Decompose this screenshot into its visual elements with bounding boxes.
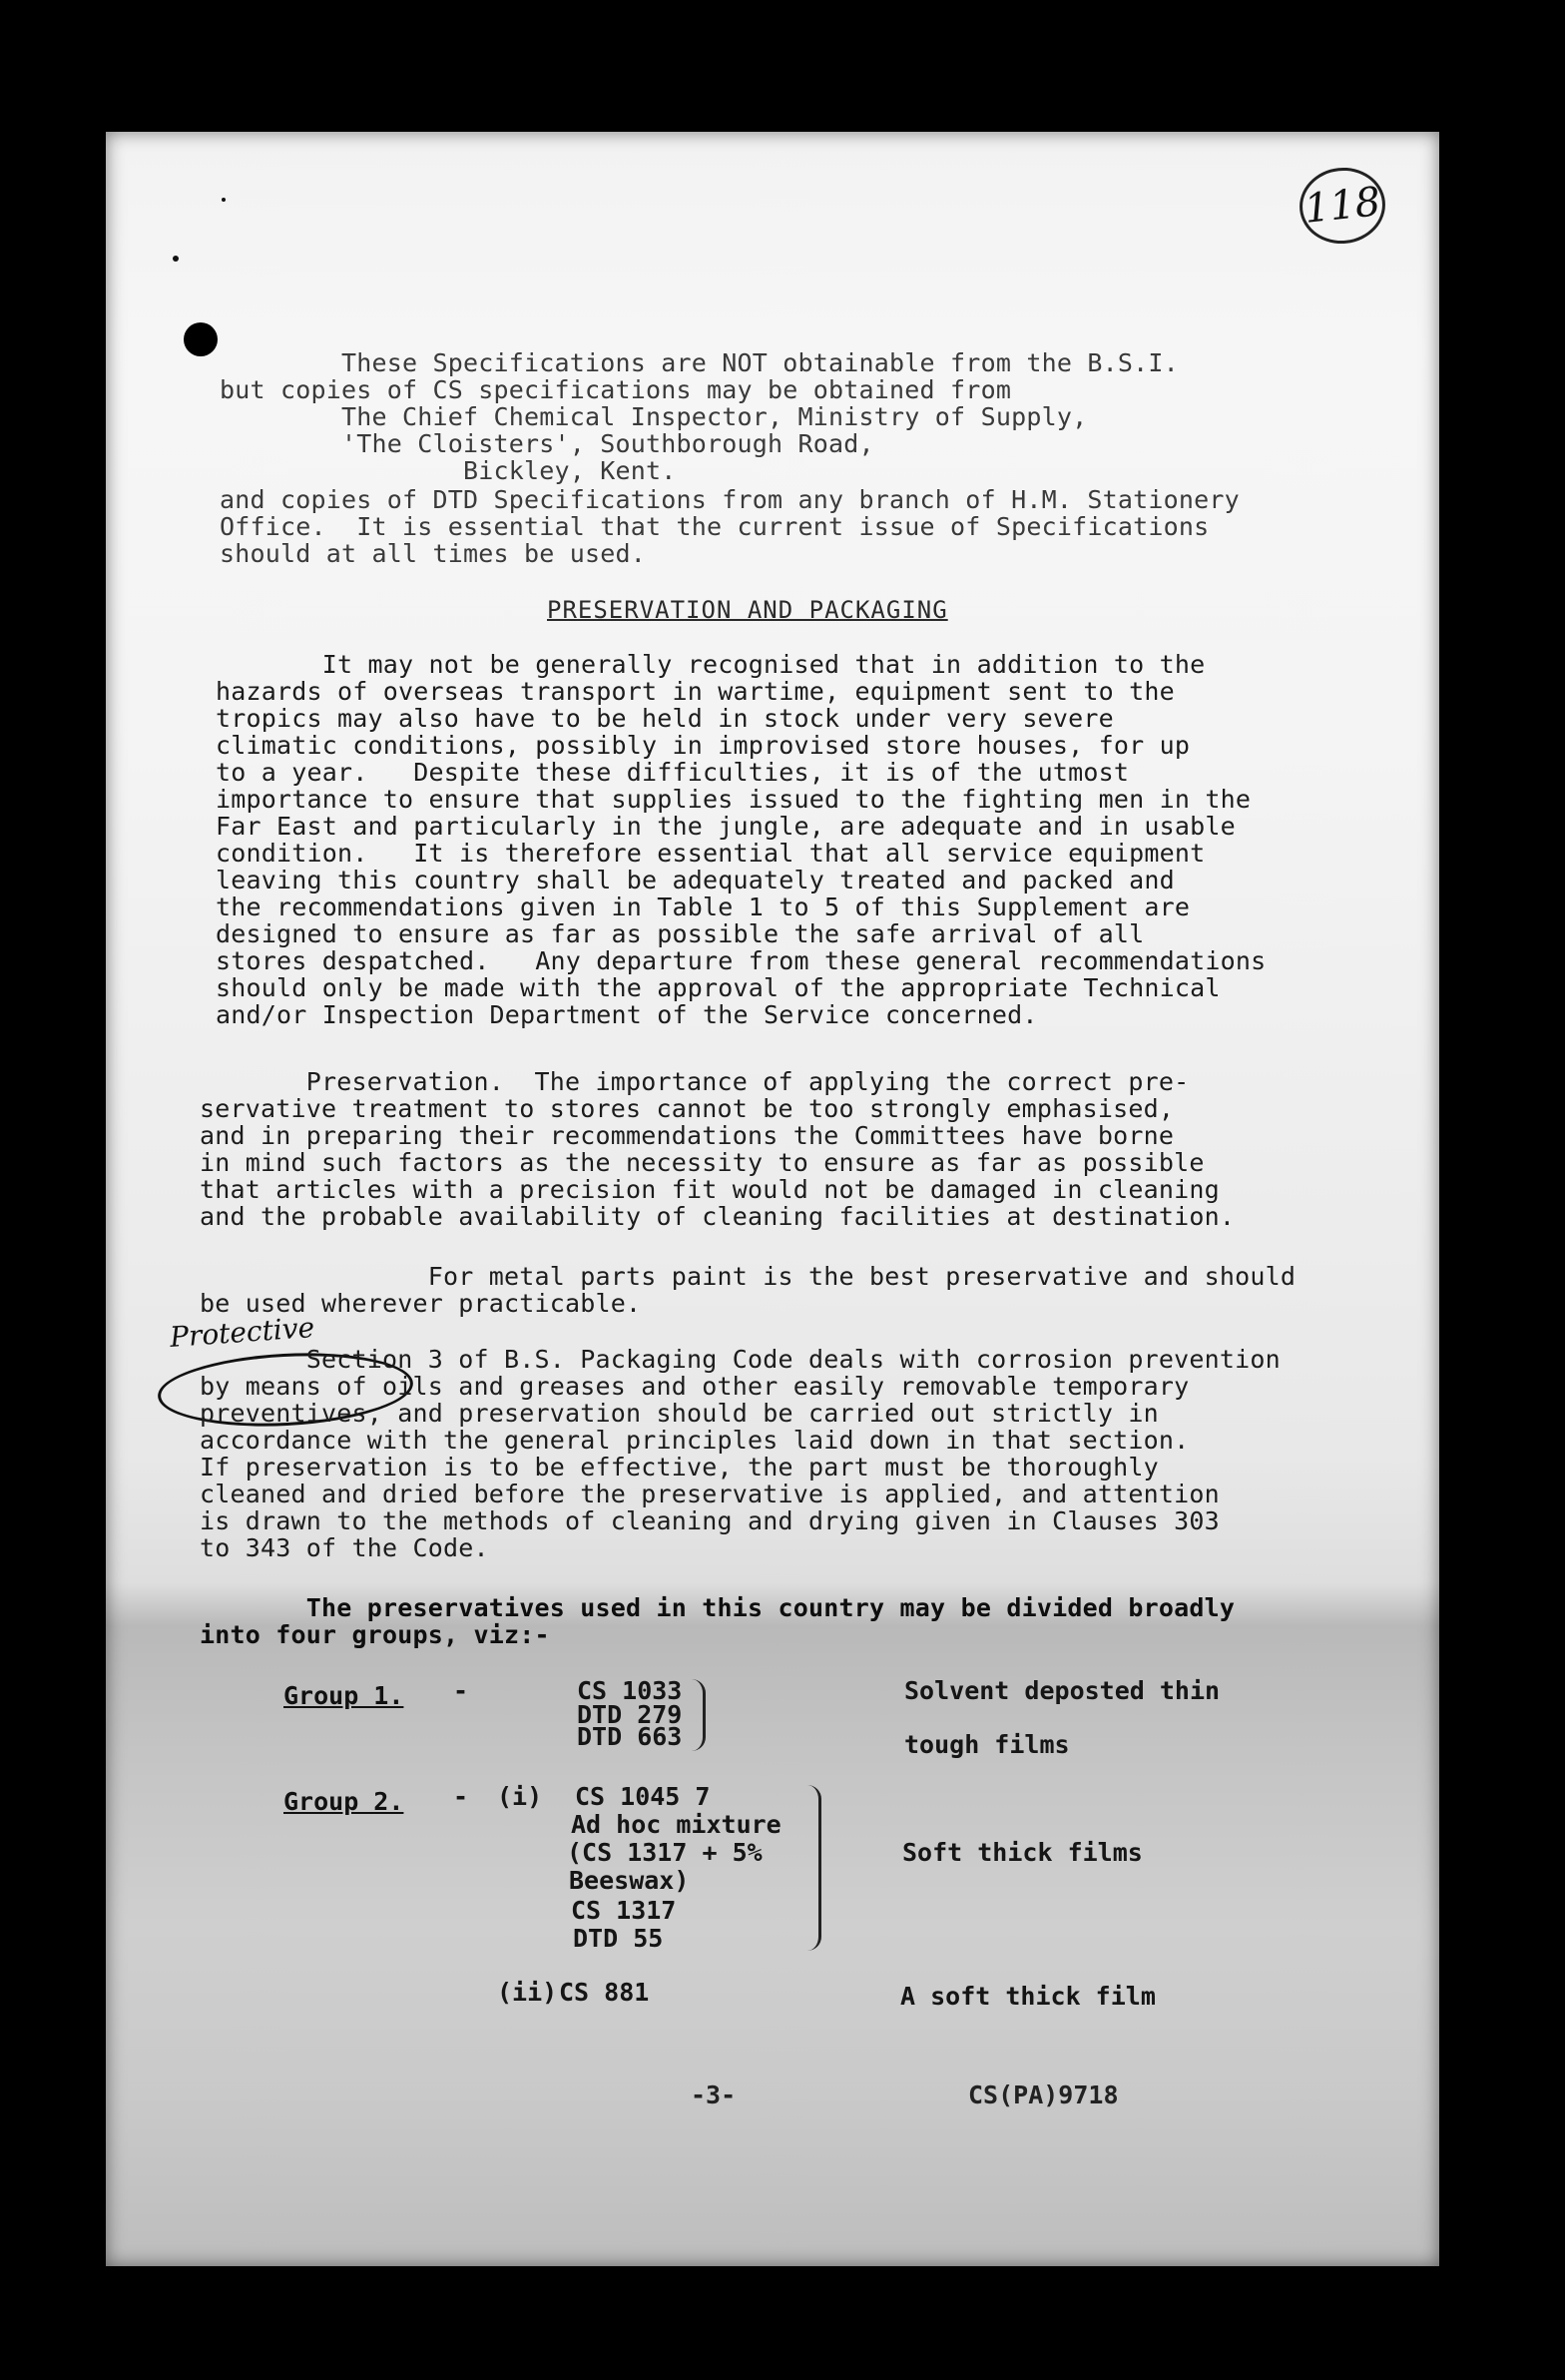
group-2-spec: DTD 55 [573,1924,664,1953]
paragraph-line: hazards of overseas transport in wartime, equipment sent to the [216,677,1175,706]
paragraph-line: For metal parts paint is the best preservative and should [200,1262,1297,1291]
paragraph-line: be used wherever practicable. [200,1289,642,1318]
paragraph-line: that articles with a precision fit would not be damaged in cleaning [200,1175,1220,1204]
paragraph-line: into four groups, viz:- [200,1620,550,1649]
paragraph-line: designed to ensure as far as possible the safe arrival of all [216,919,1145,948]
paragraph-line: importance to ensure that supplies issued to the fighting men in the [216,785,1252,814]
paragraph-line: Preservation. The importance of applying the correct pre- [200,1067,1190,1096]
paragraph-line: leaving this country shall be adequately treated and packed and [216,866,1175,894]
group-2-sub1-description: Soft thick films [902,1838,1143,1867]
handwritten-annotation: Protective [169,1310,316,1355]
paragraph-line: cleaned and dried before the preservative is applied, and attention [200,1480,1220,1508]
intro-line: These Specifications are NOT obtainable from the B.S.I. [220,348,1179,377]
paragraph-line: The preservatives used in this country may be divided broadly [200,1593,1236,1622]
group-2-brace [804,1785,821,1951]
paragraph-line: climatic conditions, possibly in improvised store houses, for up [216,731,1191,760]
group-1-brace [691,1679,706,1751]
paragraph-line: and/or Inspection Department of the Service concerned. [216,1000,1038,1029]
paragraph-line: should only be made with the approval of the appropriate Technical [216,973,1221,1002]
group-2-spec: Ad hoc mixture [571,1810,782,1839]
group-2-spec: CS 1317 [571,1896,677,1925]
paragraph-line: If preservation is to be effective, the part must be thoroughly [200,1453,1159,1482]
intro-line: 'The Cloisters', Southborough Road, [220,429,874,458]
group-1-dash: - [453,1676,469,1705]
paragraph-line: by means of oils and greases and other easily removable temporary [200,1372,1190,1401]
section-heading: PRESERVATION AND PACKAGING [547,596,948,624]
paragraph-line: in mind such factors as the necessity to ensure as far as possible [200,1148,1205,1177]
group-2-dash: - [453,1782,469,1811]
group-2-sub2-description: A soft thick film [900,1982,1156,2011]
paragraph-line: Far East and particularly in the jungle, are adequate and in usable [216,812,1236,841]
intro-line: but copies of CS specifications may be obtained from [220,375,1012,404]
group-1-description: tough films [904,1730,1070,1759]
paragraph-line: the recommendations given in Table 1 to 5 of this Supplement are [216,892,1191,921]
intro-line: Office. It is essential that the current issue of Specifications [220,512,1210,541]
paragraph-line: preventives, and preservation should be carried out strictly in [200,1399,1159,1428]
paragraph-line: stores despatched. Any departure from these general recommendations [216,946,1267,975]
group-1-spec: CS 1033 [577,1676,683,1705]
group-2-spec: (CS 1317 + 5% [567,1838,763,1867]
intro-line: The Chief Chemical Inspector, Ministry of Supply, [220,402,1088,431]
group-2-label: Group 2. [283,1787,404,1816]
group-2-spec: CS 1045 7 [575,1782,711,1811]
paragraph-line: tropics may also have to be held in stock under very severe [216,704,1114,733]
paragraph-line: is drawn to the methods of cleaning and drying given in Clauses 303 [200,1506,1220,1535]
group-2-sub2-marker: (ii) [497,1978,558,2007]
folio-number: 118 [1302,179,1383,233]
group-1-spec: DTD 279 [577,1700,683,1729]
group-2-spec: Beeswax) [569,1866,690,1895]
paragraph-line: and in preparing their recommendations the Committees have borne [200,1121,1175,1150]
group-2-sub2-spec: CS 881 [559,1978,650,2007]
paragraph-line: It may not be generally recognised that in addition to the [216,650,1206,679]
paragraph-line: accordance with the general principles laid down in that section. [200,1426,1190,1455]
paragraph-line: Section 3 of B.S. Packaging Code deals with corrosion prevention [200,1345,1281,1374]
group-2-sub1-marker: (i) [497,1782,543,1811]
ink-speck [173,256,179,262]
paragraph-line: and the probable availability of cleaning facilities at destination. [200,1202,1236,1231]
paragraph-line: to a year. Despite these difficulties, it is of the utmost [216,758,1130,787]
group-1-spec: DTD 663 [577,1722,683,1751]
punch-hole [184,322,218,356]
group-1-description: Solvent deposted thin [904,1676,1221,1705]
ink-speck [222,198,226,202]
page-number: -3- [691,2081,737,2109]
intro-line: Bickley, Kent. [220,456,677,485]
group-1-label: Group 1. [283,1681,404,1710]
paragraph-line: condition. It is therefore essential that all service equipment [216,839,1206,868]
intro-line: should at all times be used. [220,539,647,568]
paragraph-line: servative treatment to stores cannot be too strongly emphasised, [200,1094,1175,1123]
intro-line: and copies of DTD Specifications from any branch of H.M. Stationery [220,485,1240,514]
document-reference: CS(PA)9718 [968,2081,1119,2109]
paragraph-line: to 343 of the Code. [200,1533,489,1562]
